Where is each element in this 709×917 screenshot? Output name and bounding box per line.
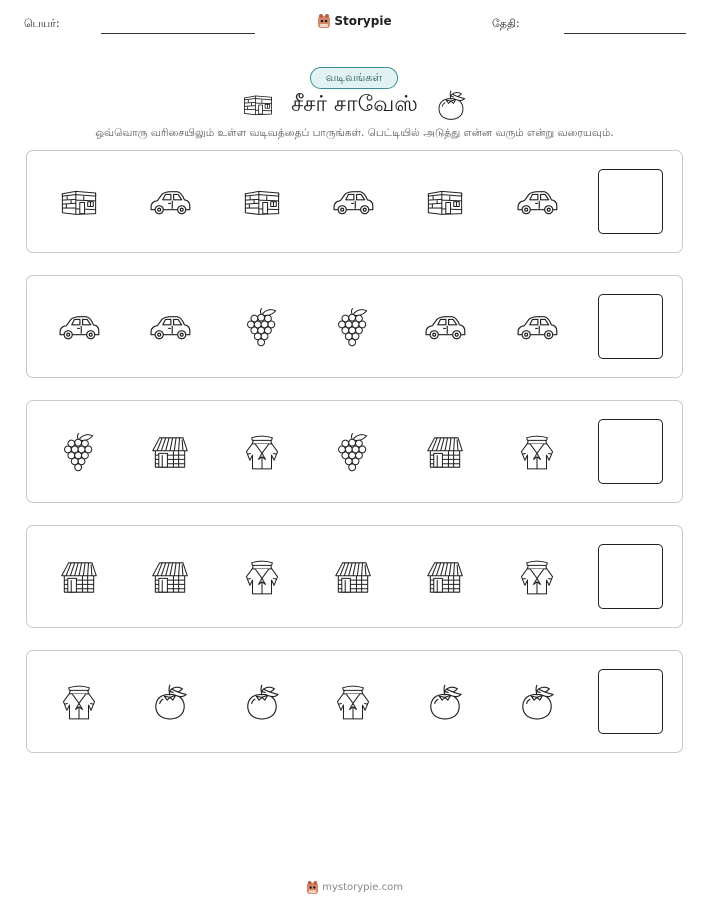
pattern-cell — [420, 552, 470, 602]
pattern-cell — [512, 552, 562, 602]
car-icon — [515, 189, 559, 216]
brick-house-icon — [426, 189, 464, 216]
pattern-cell — [145, 302, 195, 352]
pattern-cell — [328, 177, 378, 227]
pattern-cell — [54, 427, 104, 477]
pattern-cell — [54, 677, 104, 727]
sailor-shirt-icon — [243, 434, 281, 471]
name-line[interactable] — [101, 33, 255, 34]
wooden-house-icon — [426, 560, 464, 595]
pattern-cell — [512, 677, 562, 727]
footer — [0, 880, 709, 895]
pattern-cell — [420, 427, 470, 477]
pattern-cell — [328, 552, 378, 602]
title-row — [0, 89, 709, 123]
pattern-cell — [328, 427, 378, 477]
pattern-cell — [237, 177, 287, 227]
wooden-house-icon — [334, 560, 372, 595]
answer-box[interactable] — [598, 169, 663, 234]
brand — [0, 13, 709, 29]
answer-box[interactable] — [598, 294, 663, 359]
pattern-row-3 — [26, 400, 683, 503]
wooden-house-icon — [426, 435, 464, 470]
pattern-cell — [328, 677, 378, 727]
brick-house-icon — [242, 94, 274, 116]
pattern-cell — [328, 302, 378, 352]
pattern-row-1 — [26, 150, 683, 253]
pattern-cell — [237, 552, 287, 602]
grapes-icon — [336, 432, 370, 472]
pattern-row-5 — [26, 650, 683, 753]
grapes-icon — [245, 307, 279, 347]
pattern-cell — [420, 677, 470, 727]
wooden-house-icon — [151, 560, 189, 595]
pattern-cell — [237, 427, 287, 477]
pattern-row-4 — [26, 525, 683, 628]
sailor-shirt-icon — [518, 434, 556, 471]
name-label: பெயர்: — [24, 17, 60, 30]
tomato-icon — [243, 683, 281, 721]
car-icon — [57, 314, 101, 341]
brick-house-icon — [60, 189, 98, 216]
pattern-cell — [420, 177, 470, 227]
date-label: தேதி: — [492, 17, 520, 30]
pattern-cell — [145, 427, 195, 477]
pattern-cell — [237, 677, 287, 727]
tomato-icon — [518, 683, 556, 721]
pattern-cell — [145, 677, 195, 727]
brand-name: Storypie — [334, 14, 392, 28]
instructions: ஒவ்வொரு வரிசையிலும் உள்ள வடிவத்தைப் பாருங்கள். பெட்டியில் அடுத்து என்ன வரும் என்று வரையவும். — [95, 127, 614, 139]
pattern-cell — [420, 302, 470, 352]
car-icon — [148, 189, 192, 216]
grapes-icon — [62, 432, 96, 472]
car-icon — [515, 314, 559, 341]
page-title: சீசர் சாவேஸ் — [291, 92, 418, 117]
date-line[interactable] — [564, 33, 686, 34]
footer-url: mystorypie.com — [322, 882, 403, 893]
pattern-cell — [512, 427, 562, 477]
pattern-cell — [512, 302, 562, 352]
grapes-icon — [336, 307, 370, 347]
sailor-shirt-icon — [60, 684, 98, 721]
answer-box[interactable] — [598, 419, 663, 484]
tomato-icon — [435, 89, 467, 121]
car-icon — [331, 189, 375, 216]
pattern-cell — [145, 177, 195, 227]
topic-badge: வடிவங்கள் — [310, 67, 398, 89]
brick-house-icon — [243, 189, 281, 216]
storypie-logo-icon — [317, 13, 331, 29]
tomato-icon — [426, 683, 464, 721]
tomato-icon — [151, 683, 189, 721]
sailor-shirt-icon — [334, 684, 372, 721]
wooden-house-icon — [60, 560, 98, 595]
wooden-house-icon — [151, 435, 189, 470]
answer-box[interactable] — [598, 669, 663, 734]
sailor-shirt-icon — [518, 559, 556, 596]
storypie-logo-icon — [306, 880, 319, 895]
answer-box[interactable] — [598, 544, 663, 609]
pattern-row-2 — [26, 275, 683, 378]
pattern-cell — [237, 302, 287, 352]
car-icon — [423, 314, 467, 341]
sailor-shirt-icon — [243, 559, 281, 596]
pattern-cell — [54, 552, 104, 602]
pattern-cell — [54, 177, 104, 227]
pattern-cell — [54, 302, 104, 352]
pattern-cell — [145, 552, 195, 602]
pattern-cell — [512, 177, 562, 227]
car-icon — [148, 314, 192, 341]
